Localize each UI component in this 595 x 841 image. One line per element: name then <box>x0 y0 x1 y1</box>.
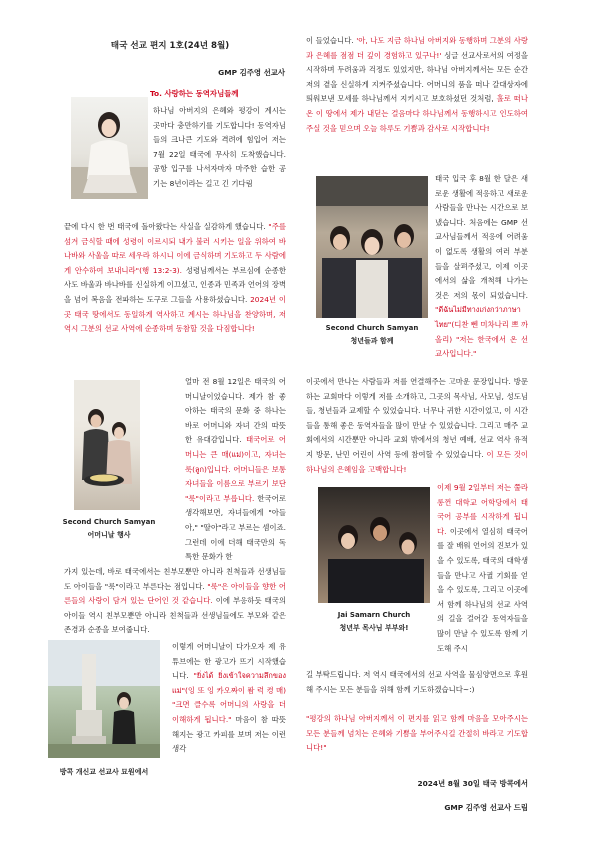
pastor-couple-photo <box>318 487 430 603</box>
greeting: To. 사랑하는 동역자님들께 <box>150 89 239 98</box>
caption-mothers-day <box>48 516 170 542</box>
left-paragraph-1-full <box>64 220 286 337</box>
right-paragraph-1 <box>306 34 528 136</box>
right-paragraph-2-wrap <box>435 172 528 362</box>
caption-youth-line1: Second Church Samyan <box>325 324 419 332</box>
rp1-intro: 이 들었습니다. <box>306 36 357 45</box>
rp3-body: 이곳에서 열심히 태국어를 잘 배워 언어의 진보가 있을 수 있도록, 태국의 대학생들을 만나고 사귈 기회를 얻을 수 있도록, 그리고 이곳에서 함께 하나님의 선교 사역의 길을 걸어갈 동역자들을 많이 만날 수 있도록 함께 기도해 주시 <box>437 526 528 653</box>
date-line: 2024년 8월 30일 태국 방콕에서 <box>417 779 528 788</box>
rp1-body: 싱글 선교사로서의 여정을 시작하며 두려움과 걱정도 있었지만, 하나님 아버지께서는 모든 순간 저의 곁을 신실하게 지켜주셨습니다. 어머니의 품을 떠나 갈대상자에 띄워보낸 모세를 하나님께서 지키시고 보호하셨던 것처럼, <box>306 50 528 104</box>
left-paragraph-2-full <box>64 565 286 638</box>
signature-line: GMP 김주영 선교사 드림 <box>444 803 528 812</box>
rp3-red: 이제 9월 2일부터 저는 쭐라롱껀 대학교 어학당에서 태국어 공부를 시작하게 됩니다. <box>437 483 528 536</box>
p1-red-closing: 2024년 이곳 태국 땅에서도 동일하게 역사하고 계시는 하나님을 찬양하며, 저 역시 그분의 선교 사역에 순종하며 동참할 것을 다짐합니다! <box>64 294 286 334</box>
p1-full-text: 끝에 다시 한 번 태국에 돌아왔다는 사실을 실감하게 했습니다. <box>64 222 266 231</box>
p3-intro: 이렇게 어머니날이 다가오자 제 유튜브에는 한 광고가 뜨기 시작했습니다. <box>172 642 286 681</box>
p2-full-rest: 이에 부응하듯 태국의 아이들 역시 친부모뿐만 아니라 친척들과 선생님들에도 부모와 같은 존경과 순종을 보여줍니다. <box>64 596 286 635</box>
p2-thai-words: 태국어로 어머니는 큰 매(แม่)이고, 자녀는 룩(ลูก)입니다. 어머니들은 보통 자녀들을 이름으로 부르기 보단 "룩"이라고 부릅니다. <box>185 435 287 503</box>
missionary-cemetery-photo <box>48 640 160 758</box>
youth-group-photo <box>316 176 428 318</box>
author-line: GMP 김주영 선교사 <box>218 68 285 77</box>
left-paragraph-2-wrap <box>185 375 286 565</box>
caption-cemetery <box>40 766 168 779</box>
left-paragraph-1-wrap: 하나님 아버지의 은혜와 평강이 계시는 곳마다 충만하기를 기도합니다! 동역자님들의 크나큰 기도와 격려에 힘입어 저는 7월 22일 태국에 무사히 도착했습니다. 공항 입구를 나서자마자 마주한 습한 공기는 8년이라는 길고 긴 기다림 <box>153 106 286 188</box>
p2-full-text: 가지 있는데, 바로 태국에서는 친부모뿐만 아니라 친척들과 선생님들도 아이들을 "룩"이라고 부른다는 점입니다. <box>64 567 286 591</box>
closing-prayer: "평강의 하나님 아버지께서 이 편지를 읽고 함께 마음을 모아주시는 모든 분들께 넘치는 은혜와 기쁨을 부어주시길 간절히 바라고 기도합니다!" <box>306 714 528 753</box>
caption-cemetery-line1: 방콕 개신교 선교사 묘원에서 <box>59 768 149 776</box>
rp2-red-closing: 이 모든 것이 하나님의 은혜임을 고백합니다! <box>306 449 528 474</box>
p2-intro: 얼마 전 8월 12일은 태국의 어머니날이었습니다. 제가 참 좋아하는 태국의 문화 중 하나는 바로 어머니와 자녀 간의 따뜻한 유대감입니다. <box>185 377 286 445</box>
letter-title: 태국 선교 편지 1호(24년 8월) <box>110 41 230 51</box>
right-paragraph-3-wrap <box>437 481 528 656</box>
right-paragraph-2-full <box>306 375 528 477</box>
mothers-day-photo <box>74 380 140 510</box>
rp2-thai-phrase: "ดีฉันไม่มีทางเก่งกว่าภาษาไทย"(디찬 뻰 미차나리 쁘 까올리) "저는 한국에서 온 선교사입니다." <box>435 305 528 359</box>
caption-mothers-day-line2: 어머니날 행사 <box>87 531 131 539</box>
caption-mothers-day-line1: Second Church Samyan <box>62 518 156 526</box>
rp2-text: 태국 입국 후 8월 한 달은 새로운 생활에 적응하고 새로운 사람들을 만나는 시간으로 보냈습니다. 처음에는 GMP 선교사님들께서 적응에 어려움이 없도록 생활의 여러 부분들을 살펴주셨고, 이제 이곳에서의 삶을 개척해 나가는 것은 저의 몫이 되었습니다. <box>435 174 528 300</box>
p1-bible-quote: "주를 섬겨 금식할 때에 성령이 이르시되 내가 불러 시키는 일을 위하여 바나바와 사울을 따로 세우라 하시니 이에 금식하며 기도하고 두 사람에게 안수하여 보내니라"(행 13:2-3). <box>64 222 286 275</box>
right-paragraph-3-full: 길 부탁드립니다. 저 역시 태국에서의 선교 사역을 물심양면으로 후원해 주시는 모든 분들을 위해 함께 기도하겠습니다~:) <box>306 670 528 694</box>
p1-rest: 성령님께서는 부르심에 순종한 사도 바울과 바나바를 신실하게 이끄셨고, 인종과 민족과 언어의 장벽을 넘어 복음을 전파하는 도구로 그들을 사용하셨습니다. <box>64 265 286 304</box>
p3-continue: 마음이 참 따뜻해지는 광고 카피를 보며 저는 이런 생각 <box>172 714 287 754</box>
rp1-red-1: '아, 나도 지금 하나님 아버지와 동행하며 그분의 사랑과 은혜를 점점 더 깊이 경험하고 있구나!' <box>306 36 528 60</box>
p3-ad-copy: "ยิ่งได้ ยิ่งเข้าใจความลึกของแม่"(잉 또 잉 카오짜이 퐘 럭 켱 매) "크면 클수록 어머니의 사랑을 더 이해하게 됩니다." <box>172 671 287 724</box>
caption-youth <box>312 322 432 348</box>
missionary-portrait-photo <box>71 97 148 199</box>
caption-pastor-line1: Jai Samarn Church <box>337 611 411 619</box>
rp1-red-2: 홀로 떠나온 이 땅에서 제가 내딛는 걸음마다 하나님께서 동행하시고 인도하여 주실 것을 믿으며 오늘 하루도 기쁨과 감사로 시작합니다! <box>306 94 528 133</box>
caption-pastor <box>312 609 436 635</box>
rp2-body: 이곳에서 만나는 사람들과 저를 연결해주는 고마운 문장입니다. 방문하는 교회마다 이렇게 저를 소개하고, 그곳의 목사님, 사모님, 성도님들, 청년들과 교제할 수 있었습니다. 너무나 귀한 시간이었고, 이 시간들을 통해 좋은 동역자들을 많이 만날 수 있었습니다. 그리고 매주 교회에서의 시간뿐만 아니라 교회 밖에서의 청년 예배, 선교 역사 유적지 방문, 난민 어린이 사역 등에 참여할 수 있었습니다. <box>306 377 528 459</box>
p2-full-red: "룩"은 아이들을 향한 어른들의 사랑이 담겨 있는 단어인 것 같습니다. <box>64 581 286 606</box>
caption-youth-line2: 청년들과 함께 <box>350 337 394 345</box>
left-paragraph-3 <box>172 640 286 757</box>
caption-pastor-line2: 청년부 목사님 부부와! <box>339 624 409 632</box>
p2-continue: 한국어로 생각해보면, 자녀들에게 "아들아," "딸아"라고 부르는 셈이죠. 그런데 이에 더해 태국만의 독특한 문화가 한 <box>185 493 286 562</box>
